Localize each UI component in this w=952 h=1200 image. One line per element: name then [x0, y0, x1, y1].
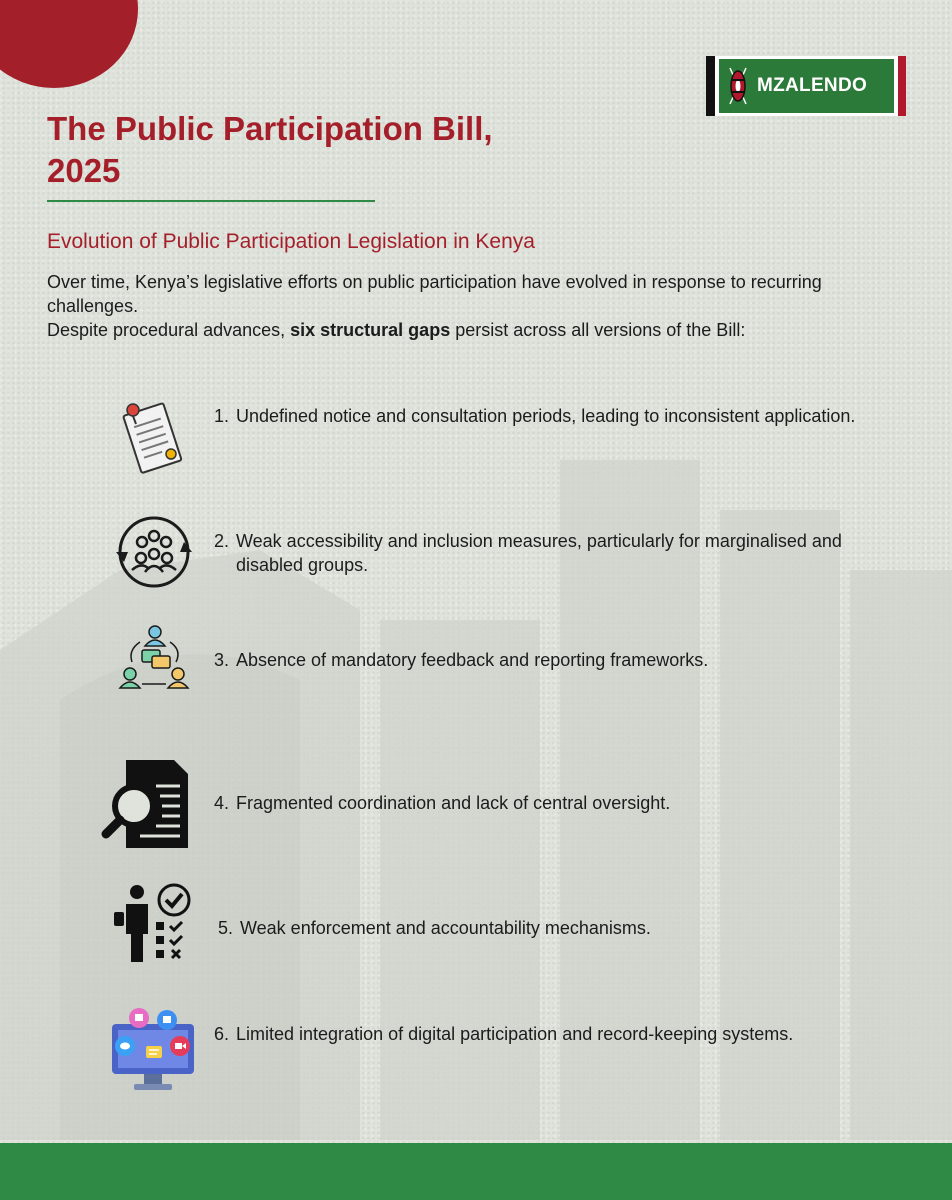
- inclusion-cycle-icon: [114, 512, 194, 592]
- digital-monitor-icon: [108, 1006, 198, 1092]
- gap-text-4: 4. Fragmented coordination and lack of central oversight.: [214, 793, 671, 813]
- mzalendo-logo: [706, 56, 906, 116]
- gap-text-3: 3. Absence of mandatory feedback and reporting frameworks.: [214, 650, 709, 670]
- gap-text-2: 2. Weak accessibility and inclusion measures, particularly for marginalised and disabled groups.: [214, 531, 842, 575]
- title-line-1: The Public Participation Bill,: [47, 110, 493, 147]
- title-divider: [47, 200, 375, 202]
- shield-icon: [727, 66, 749, 106]
- document-search-icon: [100, 756, 190, 848]
- page-title: [47, 108, 607, 192]
- gap-text-6: 6. Limited integration of digital participation and record-keeping systems.: [214, 1024, 794, 1044]
- feedback-people-icon: [118, 622, 192, 694]
- intro-text: [47, 270, 917, 342]
- intro-paragraph-2: Despite procedural advances, six structural gaps persist across all versions of the Bill:: [47, 320, 746, 340]
- section-subtitle: Evolution of Public Participation Legislation in Kenya: [47, 230, 535, 253]
- checklist-person-icon: [110, 882, 196, 964]
- title-line-2: 2025: [47, 152, 121, 189]
- gap-text-1: 1. Undefined notice and consultation periods, leading to inconsistent application.: [214, 406, 856, 426]
- document-icon: [118, 400, 188, 476]
- intro-paragraph-1: Over time, Kenya’s legislative efforts on public participation have evolved in response to recurring challenges.: [47, 272, 822, 316]
- gap-text-5: 5. Weak enforcement and accountability mechanisms.: [218, 918, 651, 938]
- logo-box: [719, 56, 894, 116]
- footer-band: [0, 1143, 952, 1200]
- emphasis-six-gaps: six structural gaps: [290, 320, 451, 340]
- logo-text: MZALENDO: [757, 75, 868, 96]
